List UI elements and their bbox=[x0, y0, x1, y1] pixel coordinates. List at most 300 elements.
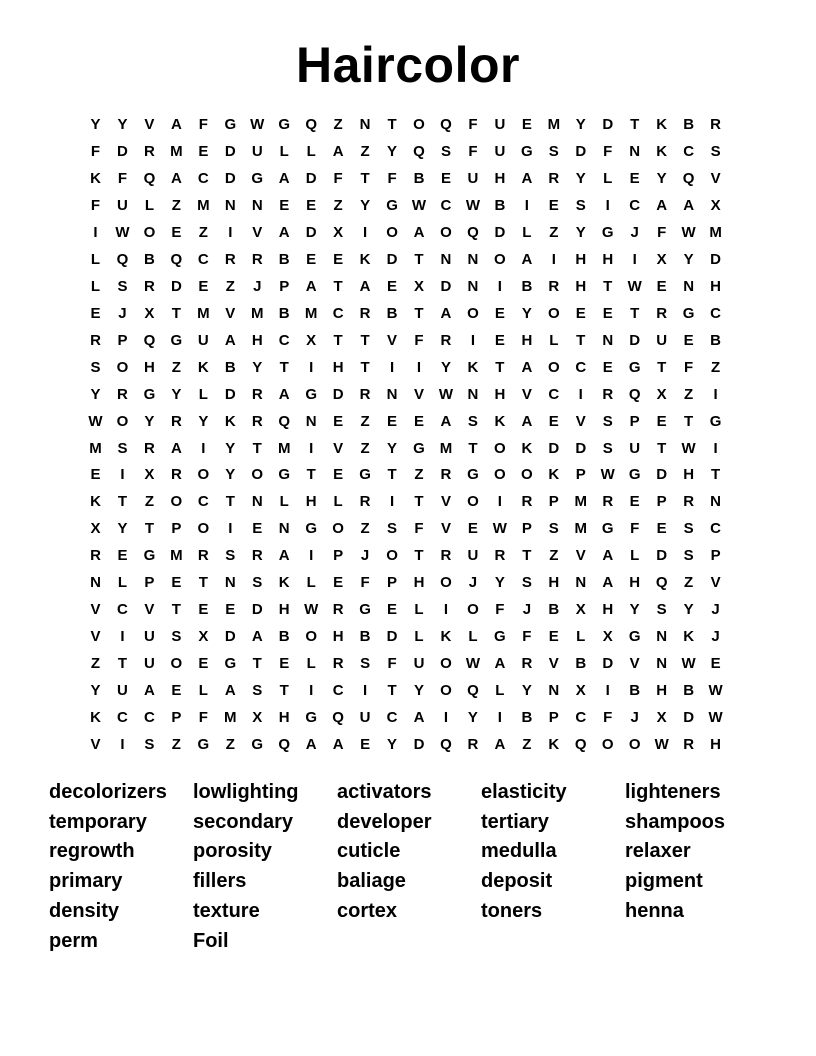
grid-letter: I bbox=[713, 439, 718, 457]
grid-letter: Z bbox=[549, 223, 559, 241]
grid-letter: K bbox=[467, 358, 479, 376]
grid-letter: K bbox=[224, 412, 236, 430]
grid-letter: O bbox=[467, 304, 479, 322]
grid-letter: R bbox=[521, 493, 533, 511]
grid-letter: E bbox=[548, 196, 559, 214]
grid-letter: R bbox=[332, 601, 344, 619]
grid-letter: O bbox=[440, 574, 452, 592]
grid-letter: Z bbox=[710, 358, 721, 376]
grid-letter: F bbox=[198, 116, 208, 133]
grid-letter: D bbox=[305, 169, 317, 187]
grid-letter: M bbox=[89, 439, 102, 457]
grid-letter: A bbox=[278, 547, 290, 565]
grid-letter: U bbox=[413, 655, 425, 673]
grid-letter: D bbox=[602, 655, 614, 673]
grid-letter: J bbox=[522, 601, 532, 619]
grid-letter: K bbox=[90, 493, 101, 511]
grid-letter: W bbox=[438, 385, 454, 403]
grid-letter: D bbox=[575, 142, 587, 160]
grid-letter: F bbox=[414, 331, 424, 349]
word-list-item: activators bbox=[337, 781, 432, 803]
grid-letter: E bbox=[90, 304, 101, 322]
grid-letter: U bbox=[656, 331, 668, 349]
grid-letter: T bbox=[414, 547, 424, 565]
grid-letter: L bbox=[306, 655, 316, 673]
grid-letter: W bbox=[88, 412, 103, 430]
grid-letter: R bbox=[440, 331, 452, 349]
grid-letter: D bbox=[386, 250, 398, 268]
grid-letter: X bbox=[90, 520, 101, 538]
grid-letter: S bbox=[252, 682, 263, 700]
grid-letter: M bbox=[547, 116, 561, 133]
grid-letter: L bbox=[333, 493, 343, 511]
grid-letter: X bbox=[144, 304, 155, 322]
grid-letter: O bbox=[440, 682, 452, 700]
grid-letter: B bbox=[494, 196, 506, 214]
grid-letter: Y bbox=[117, 116, 128, 133]
grid-letter: T bbox=[117, 493, 128, 511]
grid-letter: L bbox=[603, 169, 613, 187]
grid-letter: C bbox=[683, 142, 695, 160]
grid-letter: E bbox=[521, 116, 532, 133]
grid-letter: M bbox=[170, 142, 183, 160]
grid-letter: B bbox=[521, 277, 533, 295]
grid-letter: A bbox=[251, 628, 263, 646]
grid-letter: H bbox=[575, 250, 587, 268]
grid-letter: G bbox=[305, 520, 317, 538]
grid-letter: F bbox=[387, 169, 397, 187]
grid-letter: R bbox=[521, 655, 533, 673]
grid-letter: V bbox=[629, 655, 640, 673]
grid-letter: Y bbox=[198, 412, 209, 430]
grid-letter: A bbox=[170, 116, 182, 133]
grid-letter: Q bbox=[628, 385, 641, 403]
grid-letter: S bbox=[575, 196, 586, 214]
grid-letter: I bbox=[93, 223, 98, 241]
grid-letter: R bbox=[359, 493, 371, 511]
grid-letter: L bbox=[549, 331, 559, 349]
grid-letter: F bbox=[630, 520, 640, 538]
grid-letter: T bbox=[360, 331, 370, 349]
word-list-item: decolorizers bbox=[49, 781, 167, 803]
grid-letter: R bbox=[440, 466, 452, 484]
word-list-item: shampoos bbox=[625, 810, 726, 833]
grid-letter: X bbox=[333, 223, 344, 241]
grid-letter: D bbox=[117, 142, 128, 160]
grid-letter: M bbox=[197, 196, 210, 214]
grid-letter: Z bbox=[684, 385, 694, 403]
grid-letter: O bbox=[332, 520, 344, 538]
grid-letter: Y bbox=[521, 304, 532, 322]
grid-letter: S bbox=[656, 601, 667, 619]
grid-letter: H bbox=[656, 682, 668, 700]
grid-letter: U bbox=[629, 439, 641, 457]
grid-letter: E bbox=[333, 250, 344, 268]
grid-letter: F bbox=[603, 709, 613, 727]
grid-letter: B bbox=[575, 655, 587, 673]
grid-letter: A bbox=[170, 169, 182, 187]
grid-letter: E bbox=[306, 250, 317, 268]
grid-letter: F bbox=[684, 358, 694, 376]
grid-letter: T bbox=[171, 304, 181, 322]
grid-letter: Y bbox=[225, 466, 236, 484]
grid-letter: R bbox=[224, 250, 236, 268]
grid-letter: M bbox=[170, 547, 183, 565]
grid-letter: A bbox=[440, 304, 452, 322]
grid-letter: R bbox=[440, 547, 452, 565]
grid-letter: T bbox=[710, 466, 721, 484]
grid-letter: K bbox=[548, 466, 560, 484]
grid-letter: D bbox=[170, 277, 182, 295]
grid-letter: S bbox=[144, 736, 155, 754]
grid-letter: U bbox=[494, 142, 506, 160]
grid-letter: P bbox=[548, 493, 559, 511]
grid-letter: P bbox=[171, 709, 182, 727]
grid-letter: K bbox=[278, 574, 290, 592]
grid-letter: Q bbox=[143, 169, 156, 187]
grid-letter: Y bbox=[171, 385, 182, 403]
grid-letter: V bbox=[548, 655, 559, 673]
grid-letter: I bbox=[201, 439, 206, 457]
grid-letter: O bbox=[494, 250, 506, 268]
grid-letter: P bbox=[629, 412, 640, 430]
grid-letter: C bbox=[548, 385, 560, 403]
grid-letter: E bbox=[602, 358, 613, 376]
grid-letter: O bbox=[197, 520, 210, 538]
grid-letter: O bbox=[521, 466, 533, 484]
grid-letter: O bbox=[413, 116, 425, 133]
grid-letter: G bbox=[278, 116, 291, 133]
grid-letter: G bbox=[601, 223, 614, 241]
grid-letter: Y bbox=[387, 736, 398, 754]
grid-letter: X bbox=[198, 628, 209, 646]
grid-letter: R bbox=[117, 385, 128, 403]
grid-letter: L bbox=[576, 628, 586, 646]
grid-letter: L bbox=[198, 385, 208, 403]
grid-letter: H bbox=[710, 736, 721, 754]
grid-letter: T bbox=[414, 304, 424, 322]
grid-letter: L bbox=[495, 682, 505, 700]
grid-letter: A bbox=[170, 439, 182, 457]
grid-letter: N bbox=[386, 385, 398, 403]
grid-letter: S bbox=[252, 574, 263, 592]
grid-letter: E bbox=[198, 601, 209, 619]
grid-letter: S bbox=[548, 520, 559, 538]
grid-letter: U bbox=[143, 628, 155, 646]
grid-letter: Z bbox=[360, 520, 370, 538]
grid-letter: Q bbox=[655, 574, 668, 592]
word-list-item: lowlighting bbox=[193, 781, 299, 803]
grid-letter: T bbox=[684, 412, 694, 430]
grid-letter: Y bbox=[494, 574, 505, 592]
grid-letter: H bbox=[494, 169, 506, 187]
grid-letter: S bbox=[225, 547, 236, 565]
grid-letter: S bbox=[440, 142, 451, 160]
grid-letter: O bbox=[116, 412, 129, 430]
grid-letter: F bbox=[657, 223, 667, 241]
grid-letter: R bbox=[90, 331, 101, 349]
word-list-item: toners bbox=[481, 899, 543, 922]
grid-letter: Q bbox=[413, 142, 425, 160]
grid-letter: B bbox=[413, 169, 425, 187]
grid-letter: C bbox=[575, 709, 587, 727]
grid-letter: B bbox=[224, 358, 236, 376]
grid-letter: Q bbox=[116, 250, 129, 268]
grid-letter: A bbox=[224, 682, 236, 700]
word-list-item: regrowth bbox=[49, 840, 135, 863]
grid-letter: E bbox=[387, 601, 398, 619]
grid-letter: Y bbox=[414, 682, 425, 700]
grid-letter: N bbox=[656, 655, 668, 673]
word-list-item: primary bbox=[49, 870, 123, 893]
grid-letter: C bbox=[710, 304, 721, 322]
grid-letter: I bbox=[497, 277, 502, 295]
word-list-item: porosity bbox=[193, 840, 272, 863]
grid-letter: F bbox=[90, 142, 101, 160]
grid-letter: E bbox=[387, 412, 398, 430]
grid-letter: C bbox=[197, 493, 209, 511]
grid-letter: D bbox=[224, 628, 236, 646]
grid-letter: E bbox=[333, 466, 344, 484]
grid-letter: N bbox=[224, 196, 236, 214]
grid-letter: A bbox=[413, 223, 425, 241]
grid-letter: R bbox=[494, 547, 506, 565]
grid-letter: O bbox=[547, 358, 560, 376]
word-list-item: lighteners bbox=[625, 781, 721, 803]
grid-letter: W bbox=[681, 655, 696, 673]
grid-letter: B bbox=[359, 628, 371, 646]
grid-letter: T bbox=[198, 574, 208, 592]
grid-letter: O bbox=[386, 223, 398, 241]
grid-letter: E bbox=[333, 412, 344, 430]
grid-letter: D bbox=[575, 439, 587, 457]
grid-letter: E bbox=[602, 304, 613, 322]
grid-letter: Z bbox=[522, 736, 532, 754]
grid-letter: D bbox=[251, 601, 263, 619]
grid-letter: I bbox=[309, 682, 314, 700]
grid-letter: E bbox=[656, 520, 667, 538]
grid-letter: Z bbox=[333, 116, 343, 133]
grid-letter: J bbox=[468, 574, 478, 592]
grid-letter: W bbox=[681, 223, 696, 241]
grid-letter: I bbox=[416, 358, 422, 376]
grid-letter: E bbox=[656, 412, 667, 430]
grid-letter: Z bbox=[90, 655, 101, 673]
grid-letter: M bbox=[574, 493, 588, 511]
grid-letter: A bbox=[224, 331, 236, 349]
grid-letter: E bbox=[225, 601, 236, 619]
grid-letter: Q bbox=[467, 223, 479, 241]
grid-letter: A bbox=[494, 736, 506, 754]
grid-letter: I bbox=[309, 358, 314, 376]
grid-letter: T bbox=[279, 358, 289, 376]
grid-letter: H bbox=[305, 493, 317, 511]
grid-letter: C bbox=[710, 520, 721, 538]
grid-letter: O bbox=[467, 493, 479, 511]
grid-letter: Q bbox=[440, 116, 452, 133]
grid-letter: V bbox=[575, 412, 586, 430]
grid-letter: D bbox=[548, 439, 560, 457]
grid-letter: Z bbox=[414, 466, 424, 484]
grid-letter: Y bbox=[683, 601, 694, 619]
grid-letter: G bbox=[251, 169, 264, 187]
grid-letter: R bbox=[683, 493, 695, 511]
grid-letter: N bbox=[467, 277, 479, 295]
word-list-item: developer bbox=[337, 810, 432, 833]
grid-letter: O bbox=[386, 547, 398, 565]
grid-letter: L bbox=[279, 142, 289, 160]
grid-letter: A bbox=[683, 196, 695, 214]
grid-letter: Y bbox=[387, 142, 398, 160]
grid-letter: I bbox=[120, 466, 125, 484]
grid-letter: X bbox=[575, 682, 586, 700]
grid-letter: G bbox=[628, 628, 641, 646]
grid-letter: M bbox=[277, 439, 291, 457]
grid-letter: D bbox=[710, 250, 721, 268]
grid-letter: H bbox=[710, 277, 721, 295]
grid-letter: C bbox=[143, 709, 155, 727]
grid-letter: H bbox=[683, 466, 695, 484]
grid-letter: M bbox=[439, 439, 453, 457]
grid-letter: M bbox=[709, 223, 722, 241]
grid-letter: K bbox=[656, 142, 668, 160]
grid-letter: G bbox=[494, 628, 506, 646]
grid-letter: A bbox=[305, 736, 317, 754]
grid-letter: R bbox=[602, 385, 614, 403]
grid-letter: L bbox=[414, 628, 424, 646]
grid-letter: A bbox=[656, 196, 668, 214]
grid-letter: R bbox=[197, 547, 209, 565]
grid-letter: G bbox=[305, 385, 317, 403]
word-list-item: temporary bbox=[49, 810, 147, 833]
grid-letter: J bbox=[630, 223, 639, 241]
grid-letter: H bbox=[143, 358, 155, 376]
grid-letter: Y bbox=[521, 682, 532, 700]
grid-letter: T bbox=[387, 682, 397, 700]
grid-letter: W bbox=[115, 223, 130, 241]
grid-letter: K bbox=[683, 628, 695, 646]
grid-letter: H bbox=[332, 628, 344, 646]
grid-letter: G bbox=[170, 331, 183, 349]
grid-letter: V bbox=[90, 736, 101, 754]
page-title: Haircolor bbox=[295, 37, 520, 93]
grid-letter: F bbox=[468, 116, 478, 133]
grid-letter: D bbox=[656, 547, 668, 565]
grid-letter: E bbox=[279, 655, 290, 673]
grid-letter: R bbox=[251, 412, 263, 430]
grid-letter: G bbox=[359, 601, 371, 619]
grid-letter: Y bbox=[360, 196, 371, 214]
grid-letter: I bbox=[309, 439, 314, 457]
grid-letter: T bbox=[576, 331, 586, 349]
grid-letter: G bbox=[224, 116, 237, 133]
grid-letter: E bbox=[198, 142, 209, 160]
grid-letter: L bbox=[90, 250, 101, 268]
grid-letter: C bbox=[332, 304, 344, 322]
grid-letter: H bbox=[494, 385, 506, 403]
grid-letter: N bbox=[278, 520, 290, 538]
grid-letter: U bbox=[359, 709, 371, 727]
grid-letter: V bbox=[440, 520, 451, 538]
grid-letter: S bbox=[683, 547, 694, 565]
grid-letter: X bbox=[656, 709, 667, 727]
grid-letter: A bbox=[521, 412, 533, 430]
grid-letter: Z bbox=[144, 493, 154, 511]
grid-letter: D bbox=[602, 116, 614, 133]
grid-letter: X bbox=[656, 385, 667, 403]
grid-letter: A bbox=[143, 682, 155, 700]
grid-letter: I bbox=[228, 223, 233, 241]
grid-letter: H bbox=[278, 601, 290, 619]
grid-letter: U bbox=[467, 169, 479, 187]
word-list-item: cuticle bbox=[337, 840, 401, 863]
grid-letter: I bbox=[578, 385, 583, 403]
grid-letter: R bbox=[548, 169, 560, 187]
word-list-item: fillers bbox=[193, 870, 247, 893]
grid-letter: E bbox=[548, 412, 559, 430]
grid-letter: R bbox=[710, 116, 721, 133]
grid-letter: N bbox=[467, 250, 479, 268]
grid-letter: P bbox=[548, 709, 559, 727]
grid-letter: Q bbox=[170, 250, 183, 268]
grid-letter: P bbox=[117, 331, 128, 349]
grid-letter: S bbox=[360, 655, 371, 673]
grid-letter: M bbox=[224, 709, 237, 727]
grid-letter: G bbox=[278, 466, 291, 484]
grid-letter: F bbox=[117, 169, 128, 187]
grid-letter: N bbox=[467, 385, 479, 403]
grid-letter: D bbox=[305, 223, 317, 241]
grid-letter: E bbox=[198, 655, 209, 673]
grid-letter: S bbox=[171, 628, 182, 646]
grid-letter: A bbox=[332, 736, 344, 754]
grid-letter: G bbox=[467, 466, 479, 484]
grid-letter: F bbox=[495, 601, 505, 619]
grid-letter: N bbox=[656, 628, 668, 646]
grid-letter: T bbox=[630, 116, 640, 133]
grid-letter: T bbox=[144, 520, 154, 538]
grid-letter: Z bbox=[225, 277, 235, 295]
grid-letter: O bbox=[547, 304, 560, 322]
grid-letter: Z bbox=[333, 196, 343, 214]
grid-letter: T bbox=[252, 655, 262, 673]
grid-letter: N bbox=[440, 250, 452, 268]
grid-letter: B bbox=[521, 709, 533, 727]
grid-letter: X bbox=[575, 601, 586, 619]
word-list-item: density bbox=[49, 899, 120, 922]
grid-letter: U bbox=[143, 655, 155, 673]
grid-letter: T bbox=[387, 466, 397, 484]
grid-letter: U bbox=[467, 547, 479, 565]
grid-letter: T bbox=[306, 466, 316, 484]
grid-letter: Q bbox=[143, 331, 156, 349]
grid-letter: L bbox=[414, 601, 424, 619]
grid-letter: E bbox=[306, 196, 317, 214]
grid-letter: Q bbox=[574, 736, 587, 754]
grid-letter: T bbox=[333, 331, 343, 349]
grid-letter: B bbox=[278, 250, 290, 268]
grid-letter: G bbox=[197, 736, 210, 754]
grid-letter: I bbox=[309, 547, 314, 565]
grid-letter: E bbox=[171, 223, 182, 241]
grid-letter: J bbox=[711, 628, 720, 646]
grid-letter: O bbox=[628, 736, 641, 754]
grid-letter: W bbox=[708, 709, 723, 727]
grid-letter: O bbox=[251, 466, 264, 484]
grid-letter: E bbox=[90, 466, 101, 484]
grid-letter: W bbox=[304, 601, 319, 619]
word-list-item: medulla bbox=[481, 840, 557, 863]
